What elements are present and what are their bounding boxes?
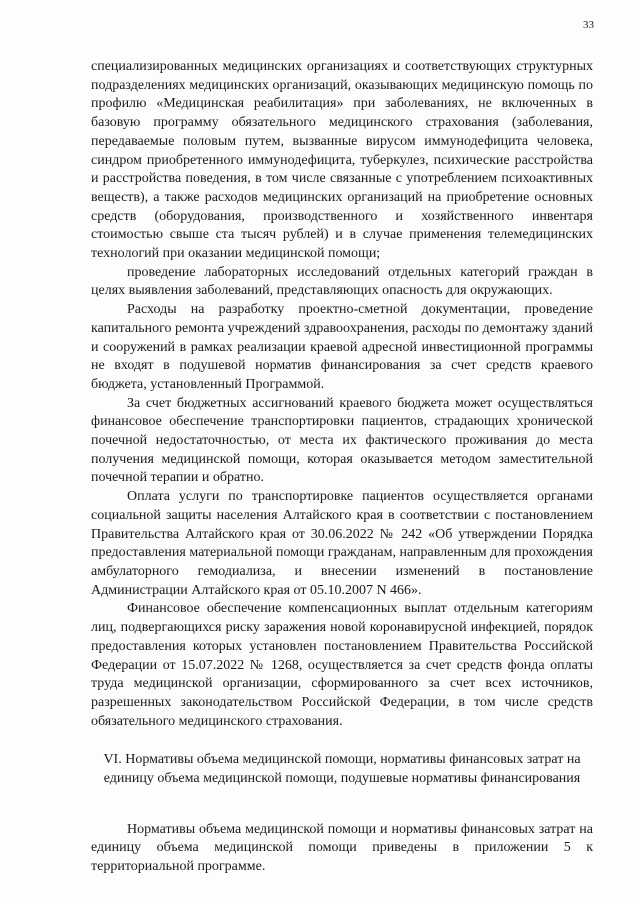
paragraph-design-costs: Расходы на разработку проектно-сметной документации, проведение капитального ремонта учреждений здравоохранения, расходы по демонтажу зданий и сооружений в рамках реализации краевой адресной инвестиционной программы не входят в подушевой норматив финансирования за счет средств краевого бюджета, установленный Программой.: [91, 302, 593, 392]
document-body: [91, 58, 593, 877]
paragraph-lab-research: проведение лабораторных исследований отдельных категорий граждан в целях выявления заболеваний, представляющих опасность для окружающих.: [91, 264, 593, 299]
paragraph-transport-funding: За счет бюджетных ассигнований краевого бюджета может осуществляться финансовое обеспечение транспортировки пациентов, страдающих хронической почечной недостаточностью, от места их фактического проживания до места получения медицинской помощи, которая оказывается методом заместительной почечной терапии и обратно.: [91, 395, 593, 486]
paragraph-continuation: специализированных медицинских организациях и соответствующих структурных подразделениях медицинских организаций, оказывающих медицинскую помощь по профилю «Медицинская реабилитация» при заболеваниях, не включенных в базовую программу обязательного медицинского страхования (заболевания, передаваемые половым путем, вызванные вирусом иммунодефицита человека, синдром приобретенного иммунодефицита, туберкулез, психические расстройства и расстройства поведения, в том числе связанные с употреблением психоактивных веществ), а также расходов медицинских организаций на приобретение основных средств (оборудования, производственного и хозяйственного инвентаря стоимостью свыше ста тысяч рублей) и в случае применения телемедицинских технологий при оказании медицинской помощи;: [91, 59, 593, 262]
page-number: 33: [583, 19, 594, 31]
paragraph-transport-payment: Оплата услуги по транспортировке пациентов осуществляется органами социальной защиты населения Алтайского края в соответствии с постановлением Правительства Алтайского края от 30.06.2022 № 242 «Об утверждении Порядка предоставления материальной помощи гражданам, направленным для прохождения амбулаторного гемодиализа, и внесении изменений в постановление Администрации Алтайского края от 05.10.2007 N 466».: [91, 489, 593, 598]
paragraph-closing: Нормативы объема медицинской помощи и нормативы финансовых затрат на единицу объема медицинской помощи приведены в приложении 5 к территориальной программе.: [91, 821, 593, 875]
section-heading: VI. Нормативы объема медицинской помощи, нормативы финансовых затрат на единицу объема медицинской помощи, подушевые нормативы финансирования: [103, 752, 581, 787]
paragraph-compensation: Финансовое обеспечение компенсационных выплат отдельным категориям лиц, подвергающихся риску заражения новой коронавирусной инфекцией, порядок предоставления которых установлен постановлением Правительства Российской Федерации от 15.07.2022 № 1268, осуществляется за счет средств фонда оплаты труда медицинской организации, сформированного за счет всех источников, разрешенных законодательством Российской Федерации, в том числе средств обязательного медицинского страхования.: [91, 601, 593, 729]
